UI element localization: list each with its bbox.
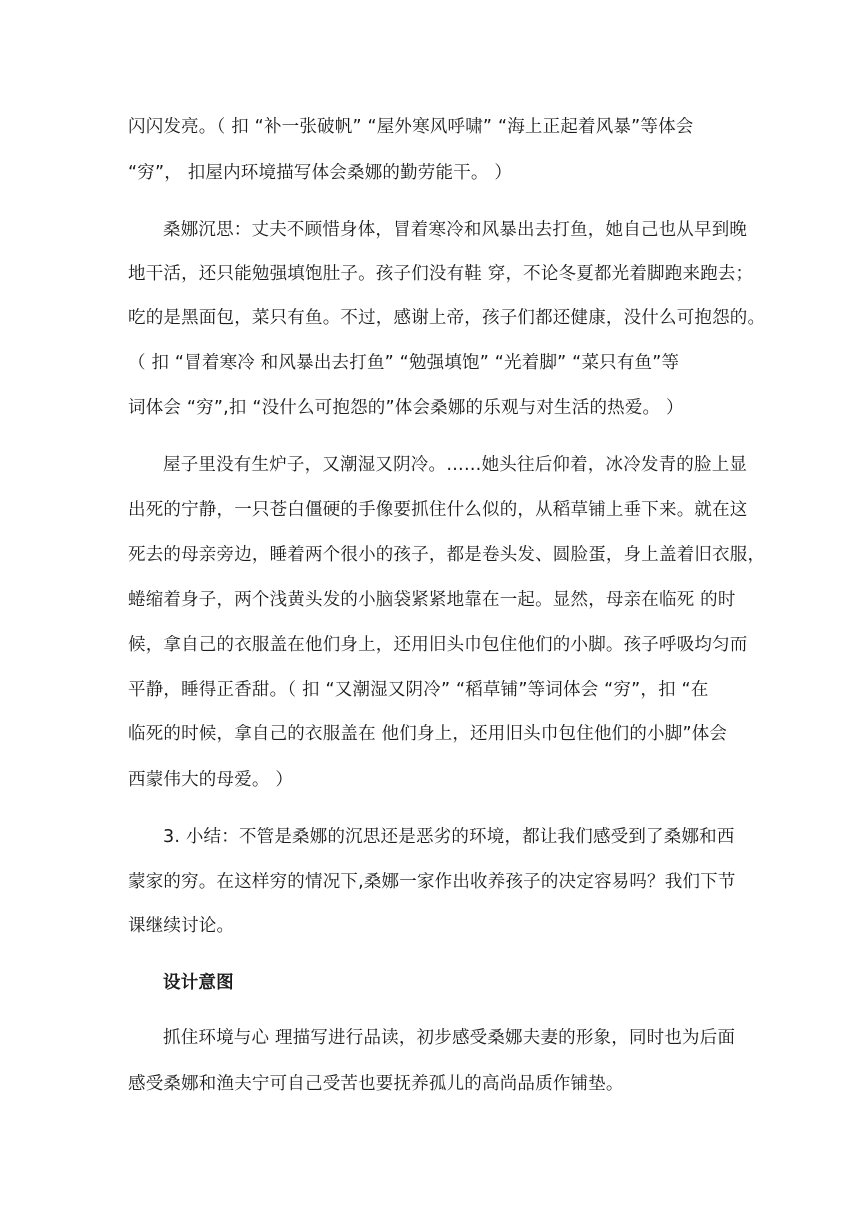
- paragraph-poverty-analysis-line-2: “穷”， 扣屋内环境描写体会桑娜的勤劳能干。 ）: [128, 163, 513, 183]
- paragraph-ximeng-house-line-8: 西蒙伟大的母爱。 ）: [128, 770, 294, 790]
- paragraph-sangna-thoughts-line-5: 词体会 “穷”,扣 “没什么可抱怨的”体会桑娜的乐观与对生活的热爱。 ）: [128, 398, 684, 418]
- paragraph-design-intent-line-1: 抓住环境与心 理描写进行品读，初步感受桑娜夫妻的形象，同时也为后面: [163, 1028, 736, 1048]
- paragraph-sangna-thoughts-line-1: 桑娜沉思：丈夫不顾惜身体，冒着寒冷和风暴出去打鱼，她自己也从早到晚: [163, 220, 748, 240]
- paragraph-ximeng-house-line-6: 平静，睡得正香甜。（ 扣 “又潮湿又阴冷” “稻草铺”等词体会 “穷”，扣 “在: [128, 680, 709, 700]
- paragraph-ximeng-house-line-5: 候，拿自己的衣服盖在他们身上，还用旧头巾包住他们的小脚。孩子呼吸均匀而: [128, 635, 748, 655]
- paragraph-ximeng-house-line-3: 死去的母亲旁边，睡着两个很小的孩子，都是卷头发、圆脸蛋，身上盖着旧衣服，: [128, 545, 766, 565]
- paragraph-ximeng-house-line-1: 屋子里没有生炉子，又潮湿又阴冷。……她头往后仰着，冰冷发青的脸上显: [163, 455, 748, 475]
- paragraph-summary-line-1: 3. 小结：不管是桑娜的沉思还是恶劣的环境，都让我们感受到了桑娜和西: [163, 827, 735, 847]
- heading-design-intent: 设计意图: [163, 973, 234, 993]
- paragraph-summary-line-2: 蒙家的穷。在这样穷的情况下,桑娜一家作出收养孩子的决定容易吗？我们下节: [128, 872, 736, 892]
- paragraph-sangna-thoughts-line-3: 吃的是黑面包，菜只有鱼。不过，感谢上帝，孩子们都还健康，没什么可抱怨的。: [128, 308, 766, 328]
- paragraph-summary-line-3: 课继续讨论。: [128, 916, 235, 936]
- paragraph-ximeng-house-line-4: 蜷缩着身子，两个浅黄头发的小脑袋紧紧地靠在一起。显然，母亲在临死 的时: [128, 590, 736, 610]
- paragraph-sangna-thoughts-line-2: 地干活，还只能勉强填饱肚子。孩子们没有鞋 穿，不论冬夏都光着脚跑来跑去；: [128, 264, 754, 284]
- paragraph-poverty-analysis-line-1: 闪闪发亮。（ 扣 “补一张破帆” “屋外寒风呼啸” “海上正起着风暴”等体会: [128, 117, 694, 137]
- paragraph-ximeng-house-line-2: 出死的宁静，一只苍白僵硬的手像要抓住什么似的，从稻草铺上垂下来。就在这: [128, 500, 748, 520]
- paragraph-ximeng-house-line-7: 临死的时候，拿自己的衣服盖在 他们身上，还用旧头巾包住他们的小脚”体会: [128, 724, 728, 744]
- paragraph-design-intent-line-2: 感受桑娜和渔夫宁可自己受苦也要抚养孤儿的高尚品质作铺垫。: [128, 1074, 624, 1094]
- paragraph-sangna-thoughts-line-4: （ 扣 “冒着寒冷 和风暴出去打鱼” “勉强填饱” “光着脚” “菜只有鱼”等: [128, 353, 680, 373]
